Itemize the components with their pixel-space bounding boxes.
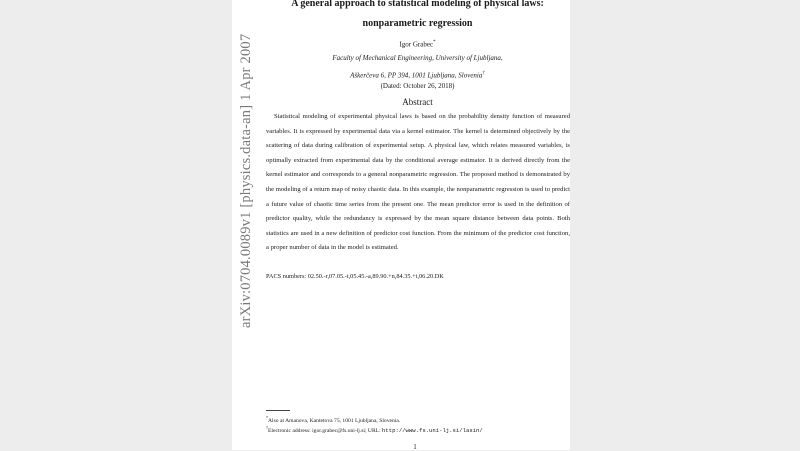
footnote-2-mark: † bbox=[266, 425, 268, 430]
abstract-heading: Abstract bbox=[402, 97, 433, 107]
arxiv-identifier: arXiv:0704.0089v1 [physics.data-an] 1 Apr 2007 bbox=[238, 33, 254, 328]
footnote-rule bbox=[266, 410, 290, 411]
author bbox=[260, 38, 575, 49]
affiliation-line-2 bbox=[260, 69, 575, 80]
paper-title bbox=[260, 0, 575, 34]
affiliation-mark: † bbox=[482, 71, 485, 76]
footnote-2-url[interactable]: http://www.fs.uni-lj.si/lasin/ bbox=[382, 426, 483, 434]
page-number: 1 bbox=[413, 443, 417, 451]
abstract-body: Statistical modeling of experimental physical laws is based on the probability density function of measured variables. It is expressed by experimental data via a kernel estimator. The kernel is determined objectively by the scattering of data during calibration of experimental setup. A physical law, which relates measured variables, is optimally extracted from experimental data by the conditional average estimator. It is derived directly from the kernel estimator and corresponds to a general nonparametric regression. The proposed method is demonstrated by the modeling of a return map of noisy chaotic data. In this example, the nonparametric regression is used to predict a future value of chaotic time series from the present one. The mean predictor error is used in the definition of predictor quality, while the redundancy is expressed by the mean square distance between data points. Both statistics are used in a new definition of predictor cost function. From the minimum of the predictor cost function, a proper number of data in the model is estimated. bbox=[266, 113, 570, 252]
footnote-1-text: Also at Amanova, Kantetova 75, 1001 Ljubljana, Slovenia. bbox=[268, 417, 401, 424]
footnote-2-text: Electronic address: igor.grabec@fs.uni-lj.si; URL: bbox=[268, 427, 383, 434]
footnote-2 bbox=[266, 423, 566, 436]
title-line-2: nonparametric regression bbox=[362, 18, 473, 29]
author-mark: * bbox=[433, 40, 436, 45]
author-name: Igor Grabec bbox=[399, 40, 434, 49]
footnote-1-mark: * bbox=[266, 415, 268, 420]
title-line-1: A general approach to statistical modeling of physical laws: bbox=[291, 0, 544, 9]
pacs-numbers: PACS numbers: 02.50.-r,07.05.-t,05.45.-a,89.90.+n,84.35.+i,06.20.DK bbox=[266, 273, 444, 280]
affiliation-line-1: Faculty of Mechanical Engineering, University of Ljubljana, bbox=[332, 54, 503, 62]
affiliation-address: Aškerčeva 6, PP 394, 1001 Ljubljana, Slovenia bbox=[350, 71, 483, 80]
dated: (Dated: October 26, 2018) bbox=[380, 82, 455, 90]
